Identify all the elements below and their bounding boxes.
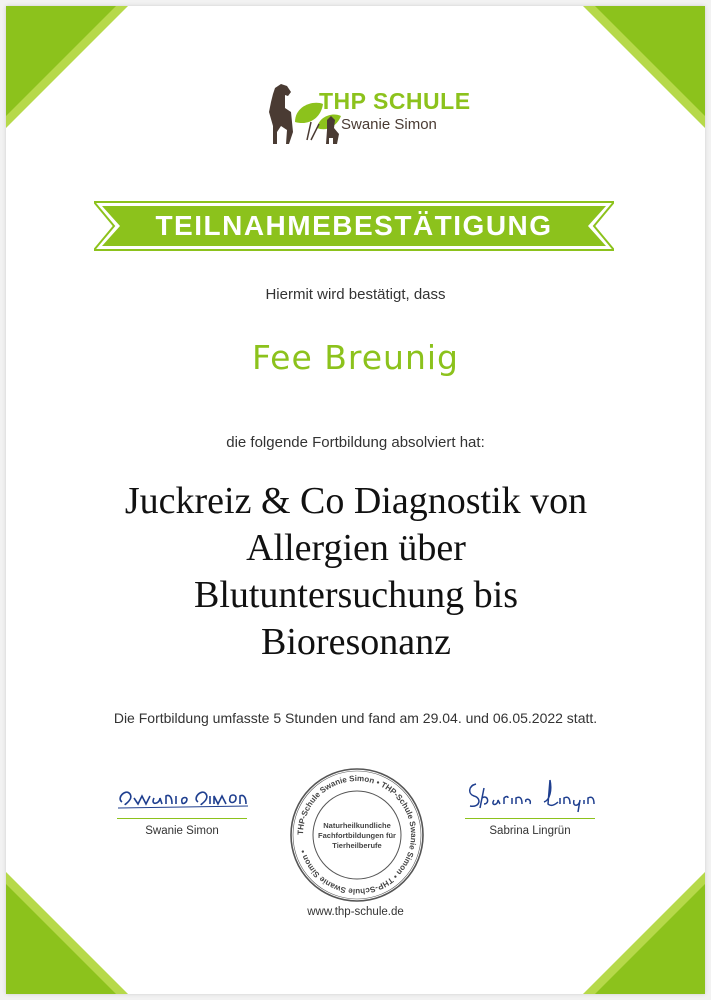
- logo-subtitle: Swanie Simon: [341, 116, 437, 133]
- certificate-page: [6, 6, 705, 994]
- seal-center-line: Tierheilberufe: [332, 841, 382, 850]
- course-title-line: Bioresonanz: [261, 621, 451, 663]
- course-title-line: Allergien über: [246, 527, 466, 569]
- signature-left: [82, 774, 282, 837]
- website-link[interactable]: www.thp-schule.de: [307, 906, 404, 918]
- seal-center-line: Fachfortbildungen für: [318, 831, 396, 840]
- signature-sabrina-lingruen: [460, 774, 600, 814]
- official-seal: [288, 766, 426, 904]
- certificate-title: TEILNAHMEBESTÄTIGUNG: [155, 210, 553, 241]
- logo-title: THP SCHULE: [319, 88, 471, 114]
- signer-name-right: Sabrina Lingrün: [489, 825, 571, 837]
- signature-line: [117, 818, 247, 819]
- course-title-line: Blutuntersuchung bis: [193, 574, 519, 616]
- completed-text: die folgende Fortbildung absolviert hat:: [226, 434, 485, 451]
- signature-line: [465, 818, 595, 819]
- participant-name: Fee Breunig: [251, 338, 459, 377]
- signature-right: [430, 774, 630, 837]
- course-title: [46, 478, 666, 666]
- signature-swanie-simon: [112, 774, 252, 814]
- seal-ring-text: THP-Schule Swanie Simon • THP-Schule Swanie Simon • THP-Schule Swanie Simon •: [295, 773, 419, 897]
- seal-center-line: Naturheilkundliche: [323, 821, 391, 830]
- course-title-line: Juckreiz & Co Diagnostik von: [124, 480, 588, 522]
- course-info: Die Fortbildung umfasste 5 Stunden und fand am 29.04. und 06.05.2022 statt.: [113, 710, 598, 726]
- school-logo: [261, 88, 471, 158]
- signer-name-left: Swanie Simon: [145, 825, 219, 837]
- confirmation-text: Hiermit wird bestätigt, dass: [265, 286, 446, 303]
